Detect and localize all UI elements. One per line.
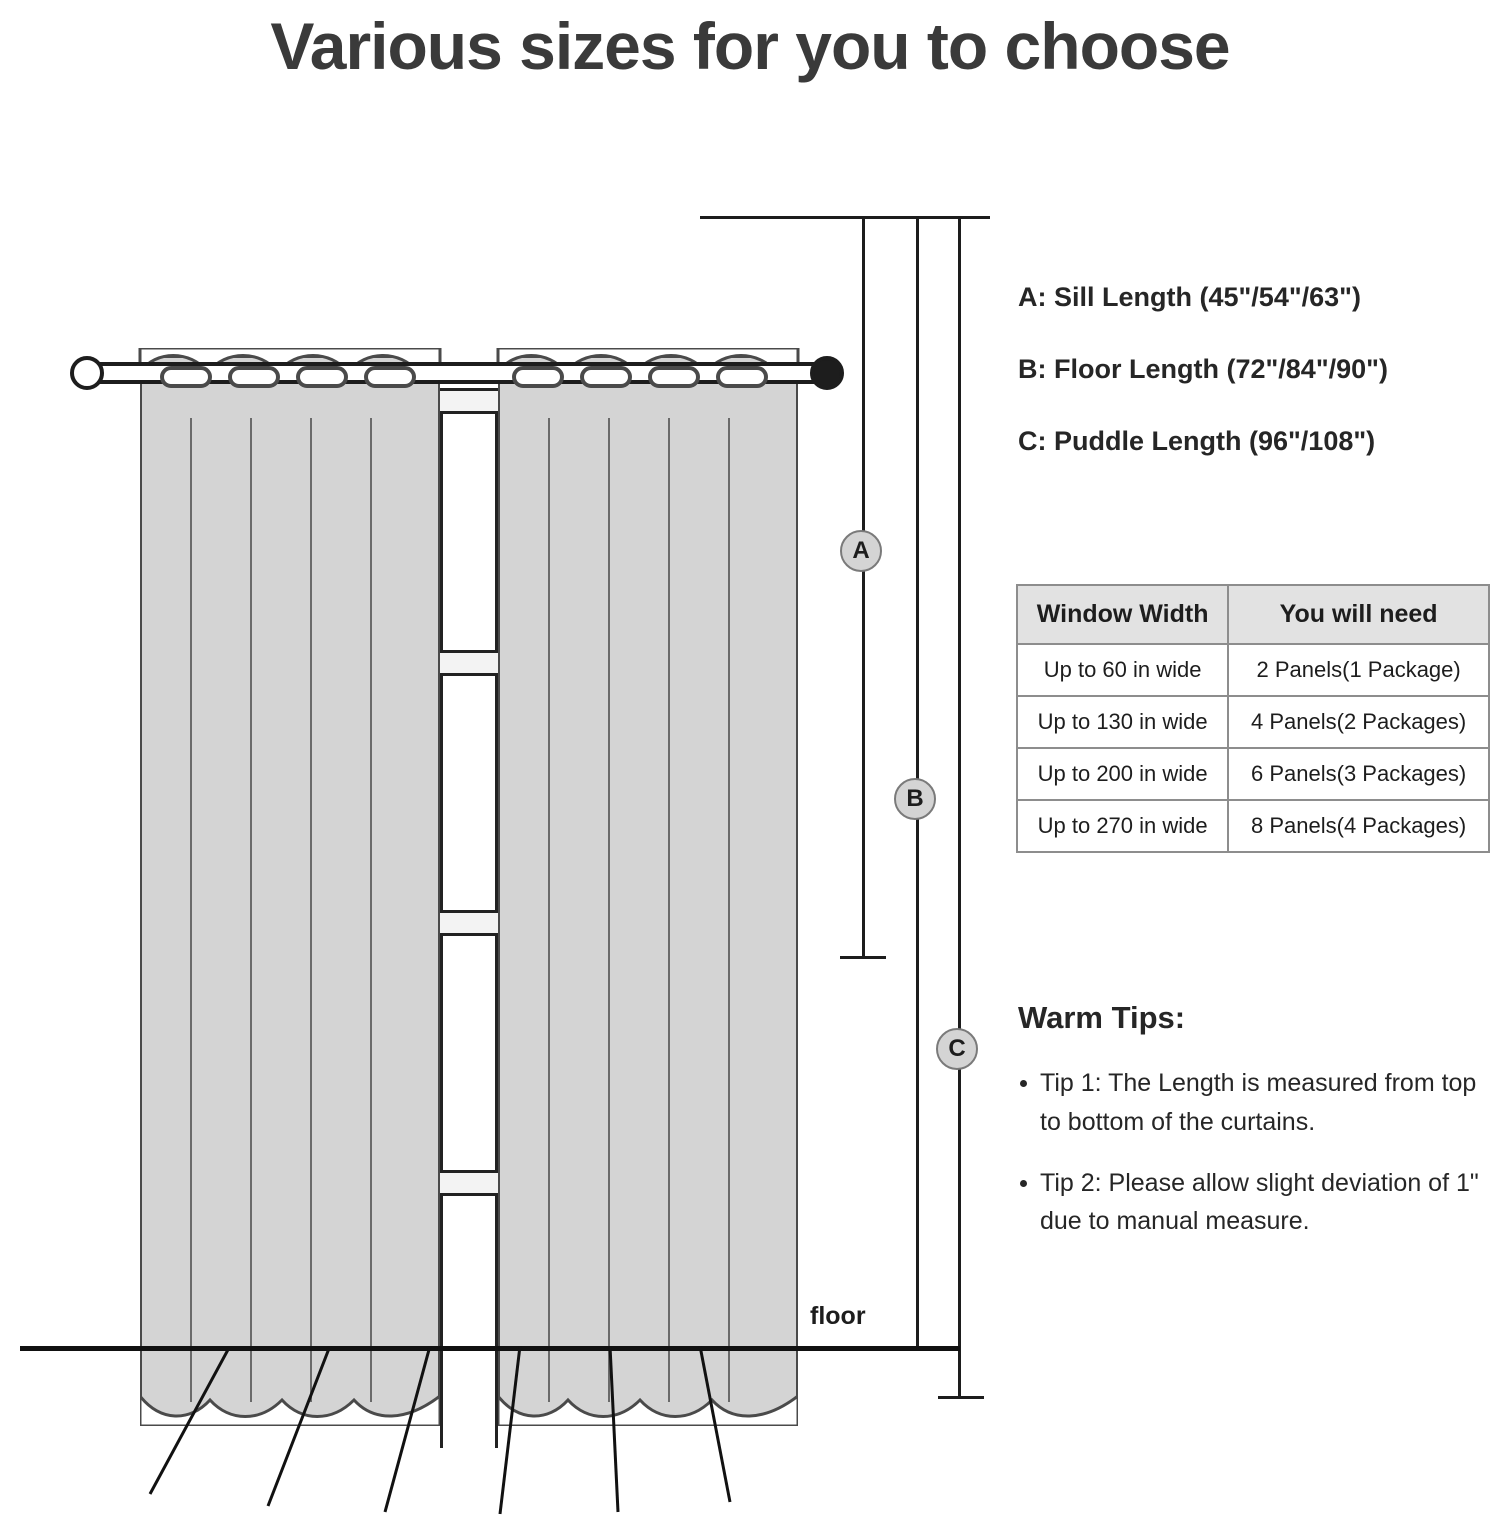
floor-perspective-lines: [0, 1346, 1000, 1524]
cell-window-width: Up to 130 in wide: [1017, 696, 1228, 748]
table-row: [1017, 644, 1489, 696]
warm-tips-section: [1018, 1000, 1496, 1263]
grommet-icon: [580, 366, 632, 388]
window-sash-icon: [440, 650, 498, 676]
curtain-diagram: [0, 120, 1000, 1404]
table-row: [1017, 696, 1489, 748]
bullet-icon: [1020, 1080, 1027, 1087]
grommet-icon: [648, 366, 700, 388]
length-legend: [1018, 282, 1488, 498]
legend-item-b: B: Floor Length (72"/84"/90"): [1018, 354, 1388, 384]
warm-tips-heading: Warm Tips:: [1018, 1000, 1186, 1035]
rod-finial-left-icon: [70, 356, 104, 390]
table-row: [1017, 748, 1489, 800]
grommet-icon: [512, 366, 564, 388]
column-header-window-width: Window Width: [1017, 585, 1228, 644]
cell-panels-needed: 2 Panels(1 Package): [1228, 644, 1489, 696]
dim-line-c: [958, 216, 961, 1398]
tip-item: [1018, 1064, 1496, 1142]
column-header-you-will-need: You will need: [1228, 585, 1489, 644]
cell-window-width: Up to 200 in wide: [1017, 748, 1228, 800]
grommet-icon: [228, 366, 280, 388]
dim-top-tick: [700, 216, 915, 219]
window-sash-icon: [440, 1170, 498, 1196]
floor-label: floor: [810, 1302, 866, 1330]
grommet-icon: [296, 366, 348, 388]
window-sash-icon: [440, 910, 498, 936]
grommet-icon: [364, 366, 416, 388]
legend-item-a: A: Sill Length (45"/54"/63"): [1018, 282, 1361, 312]
dim-marker-b: B: [894, 778, 936, 820]
tip-text: Tip 1: The Length is measured from top to bottom of the curtains.: [1040, 1069, 1477, 1136]
cell-panels-needed: 4 Panels(2 Packages): [1228, 696, 1489, 748]
cell-panels-needed: 6 Panels(3 Packages): [1228, 748, 1489, 800]
curtain-panel-left: [140, 356, 440, 1426]
curtain-panel-right: [498, 356, 798, 1426]
tip-item: [1018, 1164, 1496, 1242]
page-title: Various sizes for you to choose: [270, 9, 1230, 83]
window-sash-icon: [440, 388, 498, 414]
dim-line-a: [862, 216, 865, 956]
dim-a-bottom-tick: [840, 956, 886, 959]
bullet-icon: [1020, 1180, 1027, 1187]
rod-finial-right-icon: [810, 356, 844, 390]
table-header-row: [1017, 585, 1489, 644]
cell-window-width: Up to 270 in wide: [1017, 800, 1228, 852]
grommet-icon: [160, 366, 212, 388]
dim-c-top-tick: [900, 216, 990, 219]
panel-quantity-table: [1016, 584, 1490, 853]
cell-panels-needed: 8 Panels(4 Packages): [1228, 800, 1489, 852]
tip-text: Tip 2: Please allow slight deviation of 1" due to manual measure.: [1040, 1168, 1479, 1236]
legend-item-c: C: Puddle Length (96"/108"): [1018, 426, 1376, 456]
table-row: [1017, 800, 1489, 852]
dim-marker-a: A: [840, 530, 882, 572]
cell-window-width: Up to 60 in wide: [1017, 644, 1228, 696]
dim-marker-c: C: [936, 1028, 978, 1070]
grommet-icon: [716, 366, 768, 388]
